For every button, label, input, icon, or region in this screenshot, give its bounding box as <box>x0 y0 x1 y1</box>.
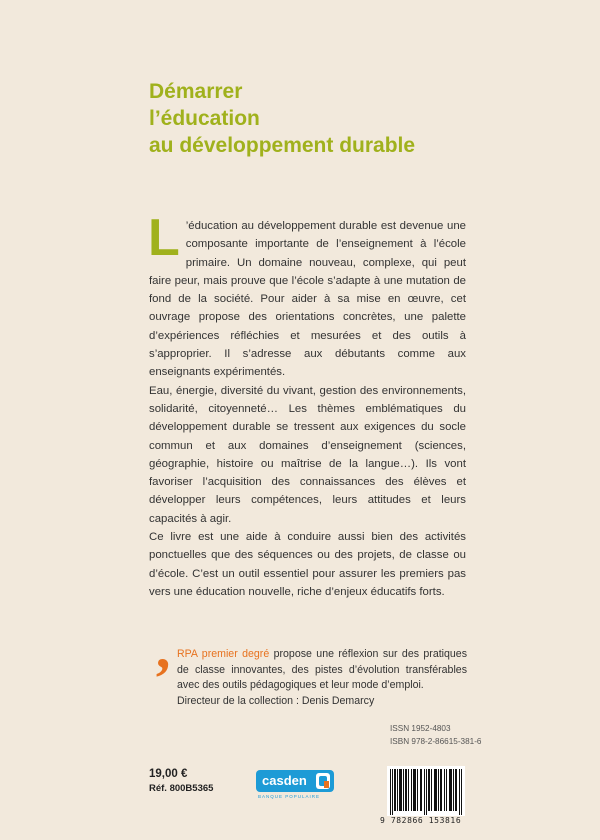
title-line-2: l’éducation <box>149 107 260 130</box>
paragraph-3: Ce livre est une aide à conduire aussi bien des activités ponctuelles que des séquences ou des projets, de classe ou d’école. C’est un outil essentiel pour assurer les premiers pas vers une éducation nouvelle, riche d’enjeux éducatifs forts. <box>149 531 466 598</box>
issn-text: ISSN 1952-4803 <box>390 724 451 733</box>
identifiers-block <box>390 722 482 748</box>
isbn-text: ISBN 978-2-86615-381-6 <box>390 737 482 746</box>
collection-text: propose une réflexion sur des pratiques de classe innovantes, des pistes d’évolution transférables avec des outils pédagogiques et leur mode d’emploi. <box>177 648 467 692</box>
collection-director: Directeur de la collection : Denis Demarcy <box>177 694 375 707</box>
logo-text: casden <box>262 773 307 788</box>
title-line-3: au développement durable <box>149 134 416 157</box>
collection-name: RPA premier degré <box>177 648 270 660</box>
back-cover-description <box>148 209 466 601</box>
quote-mark-icon: ’ <box>153 646 173 711</box>
reference-text: Réf. 800B5365 <box>149 783 214 794</box>
paragraph-2: Eau, énergie, diversité du vivant, gestion des environnements, solidarité, citoyenneté… Les thèmes emblématiques du développement durable se tressent aux exigences du socle commun et aux domaines d’enseignement (sciences, géographie, histoire ou maîtrise de la langue…). Ils vont favoriser l’acquisition des connaissances des élèves et développer leurs compétences, leurs attitudes et leurs capacités à agir. <box>149 384 466 525</box>
barcode-digits: 9 782866 153816 <box>380 816 462 825</box>
logo-mark-icon <box>316 773 330 789</box>
book-title <box>149 78 415 159</box>
logo-subtitle: BANQUE POPULAIRE <box>258 794 321 799</box>
price-text: 19,00 € <box>149 768 188 780</box>
collection-description <box>177 647 467 694</box>
collection-blurb <box>177 647 467 709</box>
casden-logo <box>256 770 334 792</box>
paragraph-1-text: ’éducation au développement durable est devenue une composante importante de l’enseignement à l’école primaire. Un domaine nouveau, complexe, qui peut faire peur, mais prouve que l’école s’adapte à une mutation de fond de la société. Pour aider à sa mise en œuvre, cet ouvrage propose des orientations concrètes, une palette d’expériences réfléchies et mesurées et des outils à s’approprier. Il s’adresse aux débutants comme aux enseignants expérimentés. <box>149 220 466 379</box>
drop-cap: L <box>148 209 180 267</box>
barcode-icon <box>387 766 465 816</box>
paragraph-1 <box>148 209 466 382</box>
title-line-1: Démarrer <box>149 80 243 103</box>
